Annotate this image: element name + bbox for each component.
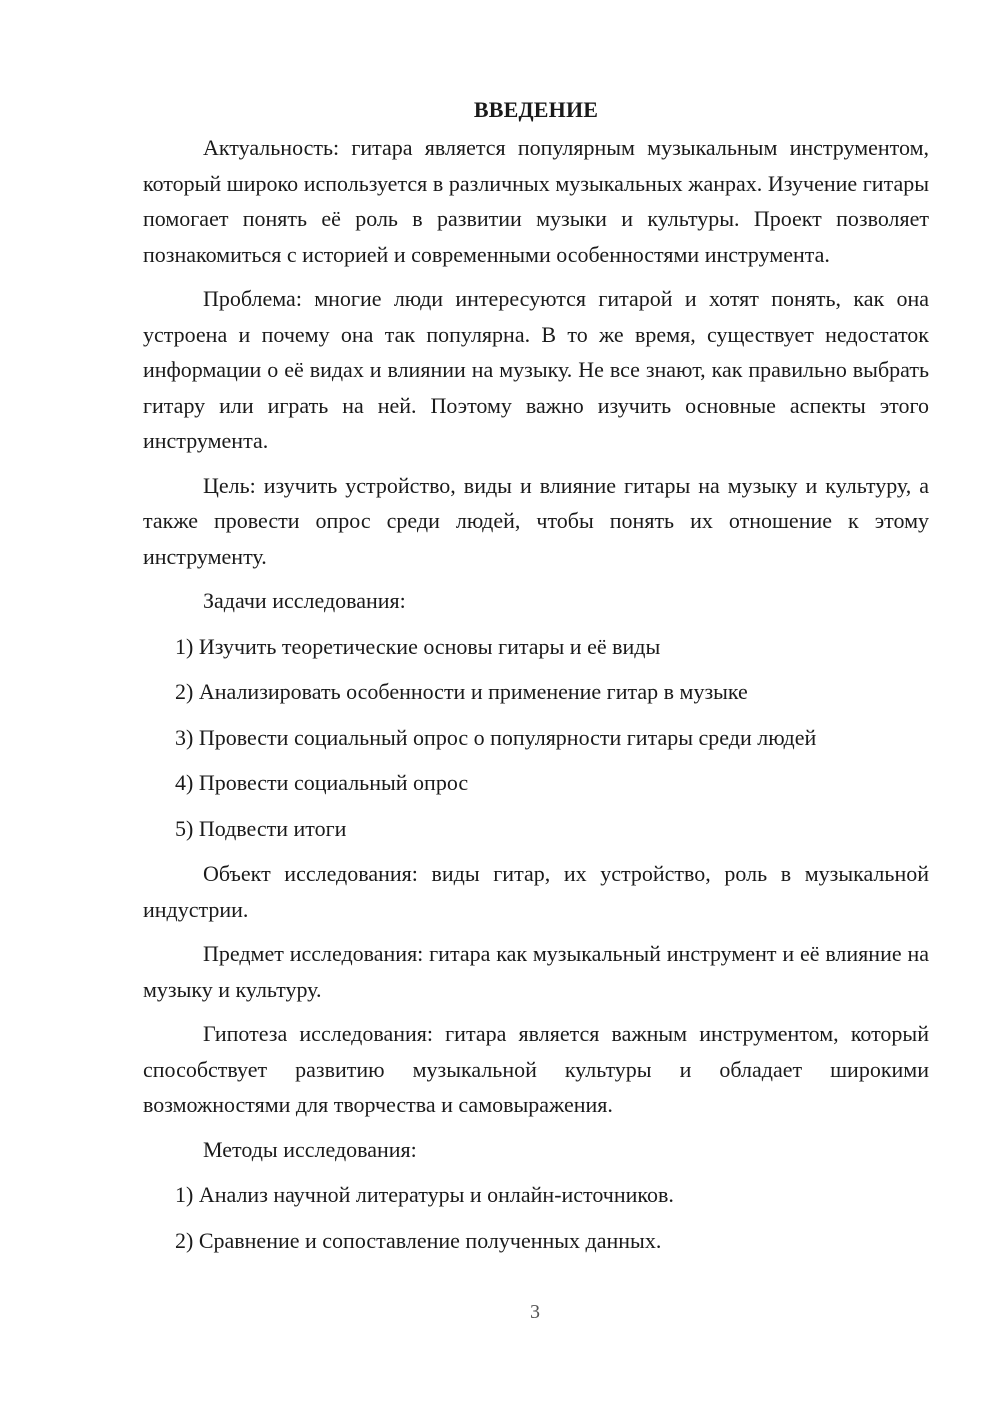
problem-paragraph: Проблема: многие люди интересуются гитарой и хотят понять, как она устроена и почему она так популярна. В то же время, существует недостаток информации о её видах и влиянии на музыку. Не все знают, как правильно выбрать гитару или играть на ней. Поэтому важно изучить основные аспекты этого инструмента. (143, 286, 929, 453)
goal-paragraph: Цель: изучить устройство, виды и влияние гитары на музыку и культуру, а также провести опрос среди людей, чтобы понять их отношение к этому инструменту. (143, 472, 929, 569)
list-item: 5) Подвести итоги (175, 815, 347, 841)
list-item: 4) Провести социальный опрос (175, 770, 469, 795)
list-item: 3) Провести социальный опрос о популярности гитары среди людей (175, 724, 817, 750)
page-title: ВВЕДЕНИЕ (473, 97, 599, 122)
tasks-title: Задачи исследования: (203, 588, 406, 613)
list-item: 1) Анализ научной литературы и онлайн-источников. (175, 1182, 674, 1207)
list-item: 1) Изучить теоретические основы гитары и её виды (175, 633, 661, 659)
object-paragraph: Объект исследования: виды гитар, их устройство, роль в музыкальной индустрии. (143, 861, 929, 922)
methods-list (143, 1177, 929, 1258)
document-body (143, 92, 929, 1268)
hypothesis-paragraph: Гипотеза исследования: гитара является важным инструментом, который способствует развитию музыкальной культуры и обладает широкими возможностями для творчества и самовыражения. (143, 1021, 929, 1117)
tasks-list (143, 629, 929, 847)
list-item: 2) Сравнение и сопоставление полученных данных. (175, 1227, 662, 1253)
page-number: 3 (530, 1301, 540, 1323)
methods-title: Методы исследования: (203, 1136, 417, 1162)
relevance-paragraph: Актуальность: гитара является популярным музыкальным инструментом, который широко используется в различных музыкальных жанрах. Изучение гитары помогает понять её роль в развитии музыки и культуры. Проект позволяет познакомиться с историей и современными особенностями инструмента. (143, 135, 929, 267)
list-item: 2) Анализировать особенности и применение гитар в музыке (175, 679, 748, 704)
subject-paragraph: Предмет исследования: гитара как музыкальный инструмент и её влияние на музыку и культуру. (143, 941, 929, 1002)
